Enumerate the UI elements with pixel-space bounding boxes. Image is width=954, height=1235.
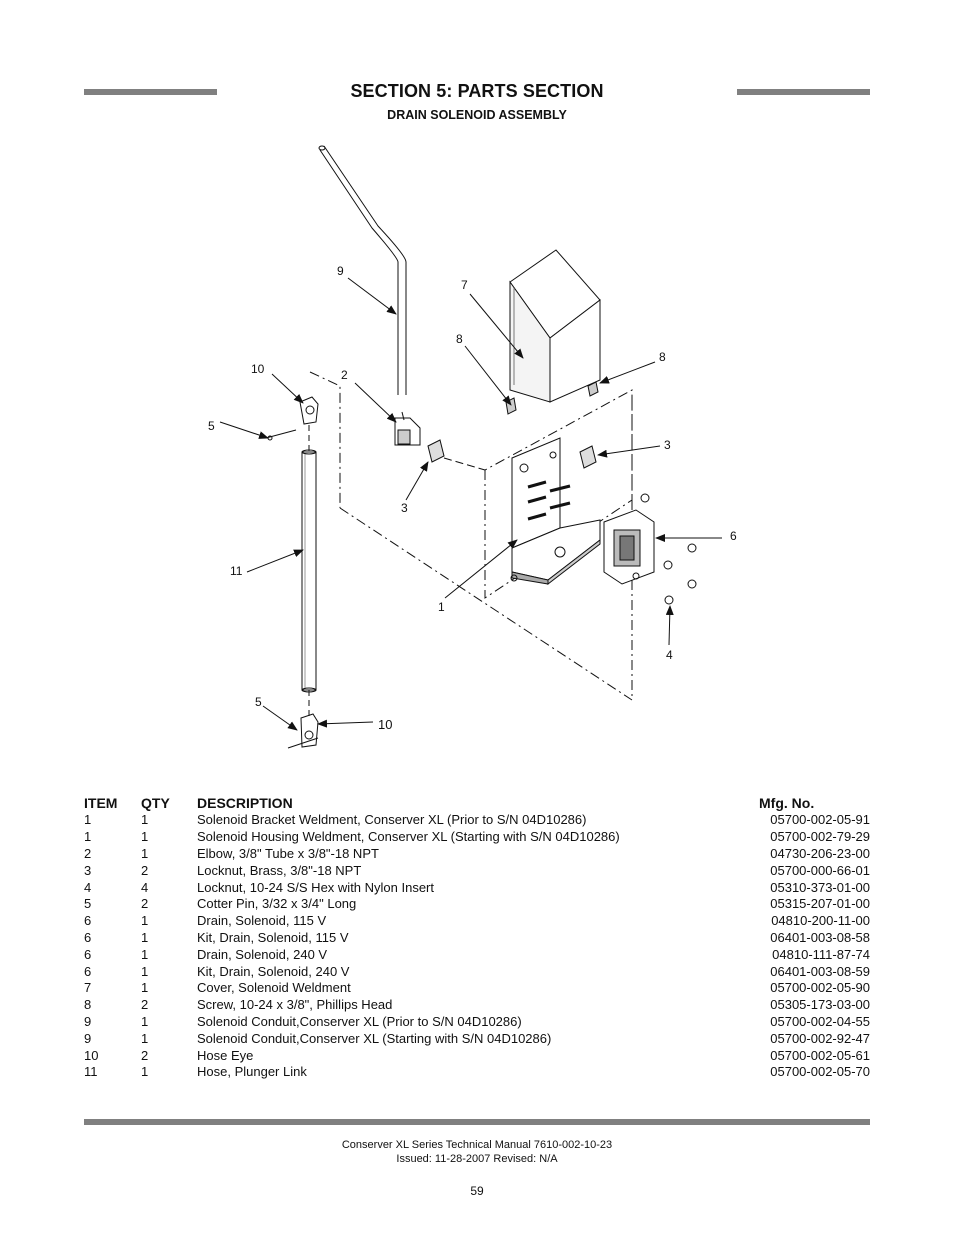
cell-item: 5 bbox=[84, 896, 92, 912]
cell-item: 3 bbox=[84, 862, 92, 878]
callout-4: 4 bbox=[666, 648, 673, 662]
cell-item: 6 bbox=[84, 929, 92, 945]
solenoid-conduit-part bbox=[319, 146, 406, 395]
table-row bbox=[84, 829, 870, 846]
elbow-part bbox=[395, 412, 420, 445]
cell-item: 2 bbox=[84, 845, 92, 861]
table-row bbox=[84, 1030, 870, 1047]
cell-mfg-no: 05700-000-66-01 bbox=[770, 862, 870, 878]
cell-item: 7 bbox=[84, 980, 92, 996]
cell-qty: 1 bbox=[141, 829, 149, 845]
callout-3-right: 3 bbox=[664, 438, 671, 452]
table-row bbox=[84, 1047, 870, 1064]
table-row bbox=[84, 980, 870, 997]
cell-item: 4 bbox=[84, 879, 92, 895]
callout-8-left: 8 bbox=[456, 332, 463, 346]
cell-qty: 1 bbox=[141, 929, 149, 945]
cell-item: 9 bbox=[84, 1030, 92, 1046]
callout-6: 6 bbox=[730, 529, 737, 543]
callout-1: 1 bbox=[438, 600, 445, 614]
cell-item: 1 bbox=[84, 829, 92, 845]
cell-item: 6 bbox=[84, 946, 92, 962]
cell-qty: 1 bbox=[141, 845, 149, 861]
header-item: ITEM bbox=[84, 795, 118, 811]
callout-10-top: 10 bbox=[251, 362, 265, 376]
cell-item: 8 bbox=[84, 997, 92, 1013]
footer-manual-title: Conserver XL Series Technical Manual 7610-002-10-23 bbox=[341, 1139, 613, 1151]
cell-description: Solenoid Bracket Weldment, Conserver XL (Prior to S/N 04D10286) bbox=[197, 812, 587, 828]
cell-mfg-no: 04810-111-87-74 bbox=[772, 946, 870, 962]
table-row bbox=[84, 1064, 870, 1081]
parts-table bbox=[84, 795, 870, 1081]
hose-plunger-link-part bbox=[302, 450, 316, 692]
cell-mfg-no: 04810-200-11-00 bbox=[771, 913, 870, 929]
callout-2: 2 bbox=[341, 368, 348, 382]
locknut-left-part bbox=[428, 440, 444, 462]
table-row bbox=[84, 1014, 870, 1031]
cell-qty: 4 bbox=[141, 879, 149, 895]
cell-description: Hose, Plunger Link bbox=[197, 1064, 307, 1080]
cell-item: 1 bbox=[84, 812, 92, 828]
table-row bbox=[84, 946, 870, 963]
cell-description: Elbow, 3/8" Tube x 3/8"-18 NPT bbox=[197, 845, 379, 861]
cell-description: Cotter Pin, 3/32 x 3/4" Long bbox=[197, 896, 357, 912]
cell-description: Solenoid Housing Weldment, Conserver XL (Starting with S/N 04D10286) bbox=[197, 829, 620, 845]
assembly-subtitle: DRAIN SOLENOID ASSEMBLY bbox=[387, 108, 567, 122]
table-row bbox=[84, 879, 870, 896]
cell-qty: 1 bbox=[141, 913, 149, 929]
cell-qty: 1 bbox=[141, 812, 149, 828]
cell-qty: 1 bbox=[141, 1013, 149, 1029]
hose-eye-bottom-part bbox=[288, 714, 318, 748]
table-row bbox=[84, 812, 870, 829]
cell-mfg-no: 05305-173-03-00 bbox=[770, 997, 870, 1013]
locknut-right-part bbox=[580, 446, 596, 468]
cell-qty: 1 bbox=[141, 1064, 149, 1080]
cell-description: Kit, Drain, Solenoid, 240 V bbox=[197, 963, 350, 979]
cell-qty: 2 bbox=[141, 997, 149, 1013]
cell-qty: 1 bbox=[141, 1030, 149, 1046]
callout-leaders bbox=[220, 278, 722, 730]
header-qty: QTY bbox=[141, 795, 170, 811]
section-title: SECTION 5: PARTS SECTION bbox=[350, 81, 604, 101]
cell-mfg-no: 05700-002-05-61 bbox=[770, 1047, 870, 1063]
table-row bbox=[84, 930, 870, 947]
table-row bbox=[84, 896, 870, 913]
cell-qty: 1 bbox=[141, 963, 149, 979]
callout-3-left: 3 bbox=[401, 501, 408, 515]
cell-description: Cover, Solenoid Weldment bbox=[197, 980, 351, 996]
parts-table-body bbox=[84, 812, 870, 1081]
cell-mfg-no: 05315-207-01-00 bbox=[770, 896, 870, 912]
cell-mfg-no: 05700-002-05-70 bbox=[770, 1064, 870, 1080]
drain-solenoid-part bbox=[604, 510, 654, 584]
table-row bbox=[84, 846, 870, 863]
cell-mfg-no: 04730-206-23-00 bbox=[770, 845, 870, 861]
callout-5-top: 5 bbox=[208, 419, 215, 433]
cell-description: Drain, Solenoid, 115 V bbox=[197, 913, 327, 929]
cell-mfg-no: 06401-003-08-58 bbox=[770, 929, 870, 945]
hose-eye-top-part bbox=[300, 397, 318, 424]
page-number: 59 bbox=[470, 1184, 484, 1198]
cell-item: 9 bbox=[84, 1013, 92, 1029]
cell-qty: 1 bbox=[141, 980, 149, 996]
table-row bbox=[84, 997, 870, 1014]
cell-mfg-no: 05700-002-79-29 bbox=[770, 829, 870, 845]
cell-description: Solenoid Conduit,Conserver XL (Starting with S/N 04D10286) bbox=[197, 1030, 552, 1046]
cell-description: Kit, Drain, Solenoid, 115 V bbox=[197, 929, 349, 945]
cell-description: Hose Eye bbox=[197, 1047, 254, 1063]
footer-rule bbox=[84, 1119, 870, 1125]
table-row bbox=[84, 963, 870, 980]
header-description: DESCRIPTION bbox=[197, 795, 293, 811]
cell-item: 6 bbox=[84, 963, 92, 979]
solenoid-cover-part bbox=[510, 250, 600, 402]
cell-qty: 2 bbox=[141, 862, 149, 878]
callout-9: 9 bbox=[337, 264, 344, 278]
cell-description: Solenoid Conduit,Conserver XL (Prior to S/N 04D10286) bbox=[197, 1013, 522, 1029]
cotter-pin-top-part bbox=[266, 430, 296, 440]
table-row bbox=[84, 862, 870, 879]
cell-description: Screw, 10-24 x 3/8", Phillips Head bbox=[197, 997, 393, 1013]
cell-mfg-no: 06401-003-08-59 bbox=[770, 963, 870, 979]
callout-10-bottom: 10 bbox=[378, 717, 393, 732]
callout-5-bottom: 5 bbox=[255, 695, 262, 709]
footer-issue-date: Issued: 11-28-2007 Revised: N/A bbox=[396, 1153, 558, 1165]
cell-mfg-no: 05700-002-05-90 bbox=[770, 980, 870, 996]
callout-8-right: 8 bbox=[659, 350, 666, 364]
cell-qty: 2 bbox=[141, 896, 149, 912]
cell-qty: 2 bbox=[141, 1047, 149, 1063]
callout-11: 11 bbox=[230, 564, 243, 578]
cell-mfg-no: 05700-002-05-91 bbox=[770, 812, 870, 828]
cell-description: Drain, Solenoid, 240 V bbox=[197, 946, 328, 962]
cell-mfg-no: 05310-373-01-00 bbox=[770, 879, 870, 895]
cell-mfg-no: 05700-002-92-47 bbox=[770, 1030, 870, 1046]
header-mfg-no: Mfg. No. bbox=[759, 795, 815, 811]
cell-item: 11 bbox=[84, 1064, 98, 1080]
callout-7: 7 bbox=[461, 278, 468, 292]
cell-description: Locknut, Brass, 3/8"-18 NPT bbox=[197, 862, 362, 878]
cell-mfg-no: 05700-002-04-55 bbox=[770, 1013, 870, 1029]
cell-item: 10 bbox=[84, 1047, 99, 1063]
cell-qty: 1 bbox=[141, 946, 149, 962]
parts-table-header bbox=[84, 795, 870, 812]
cell-description: Locknut, 10-24 S/S Hex with Nylon Insert bbox=[197, 879, 435, 895]
cell-item: 6 bbox=[84, 913, 92, 929]
table-row bbox=[84, 913, 870, 930]
